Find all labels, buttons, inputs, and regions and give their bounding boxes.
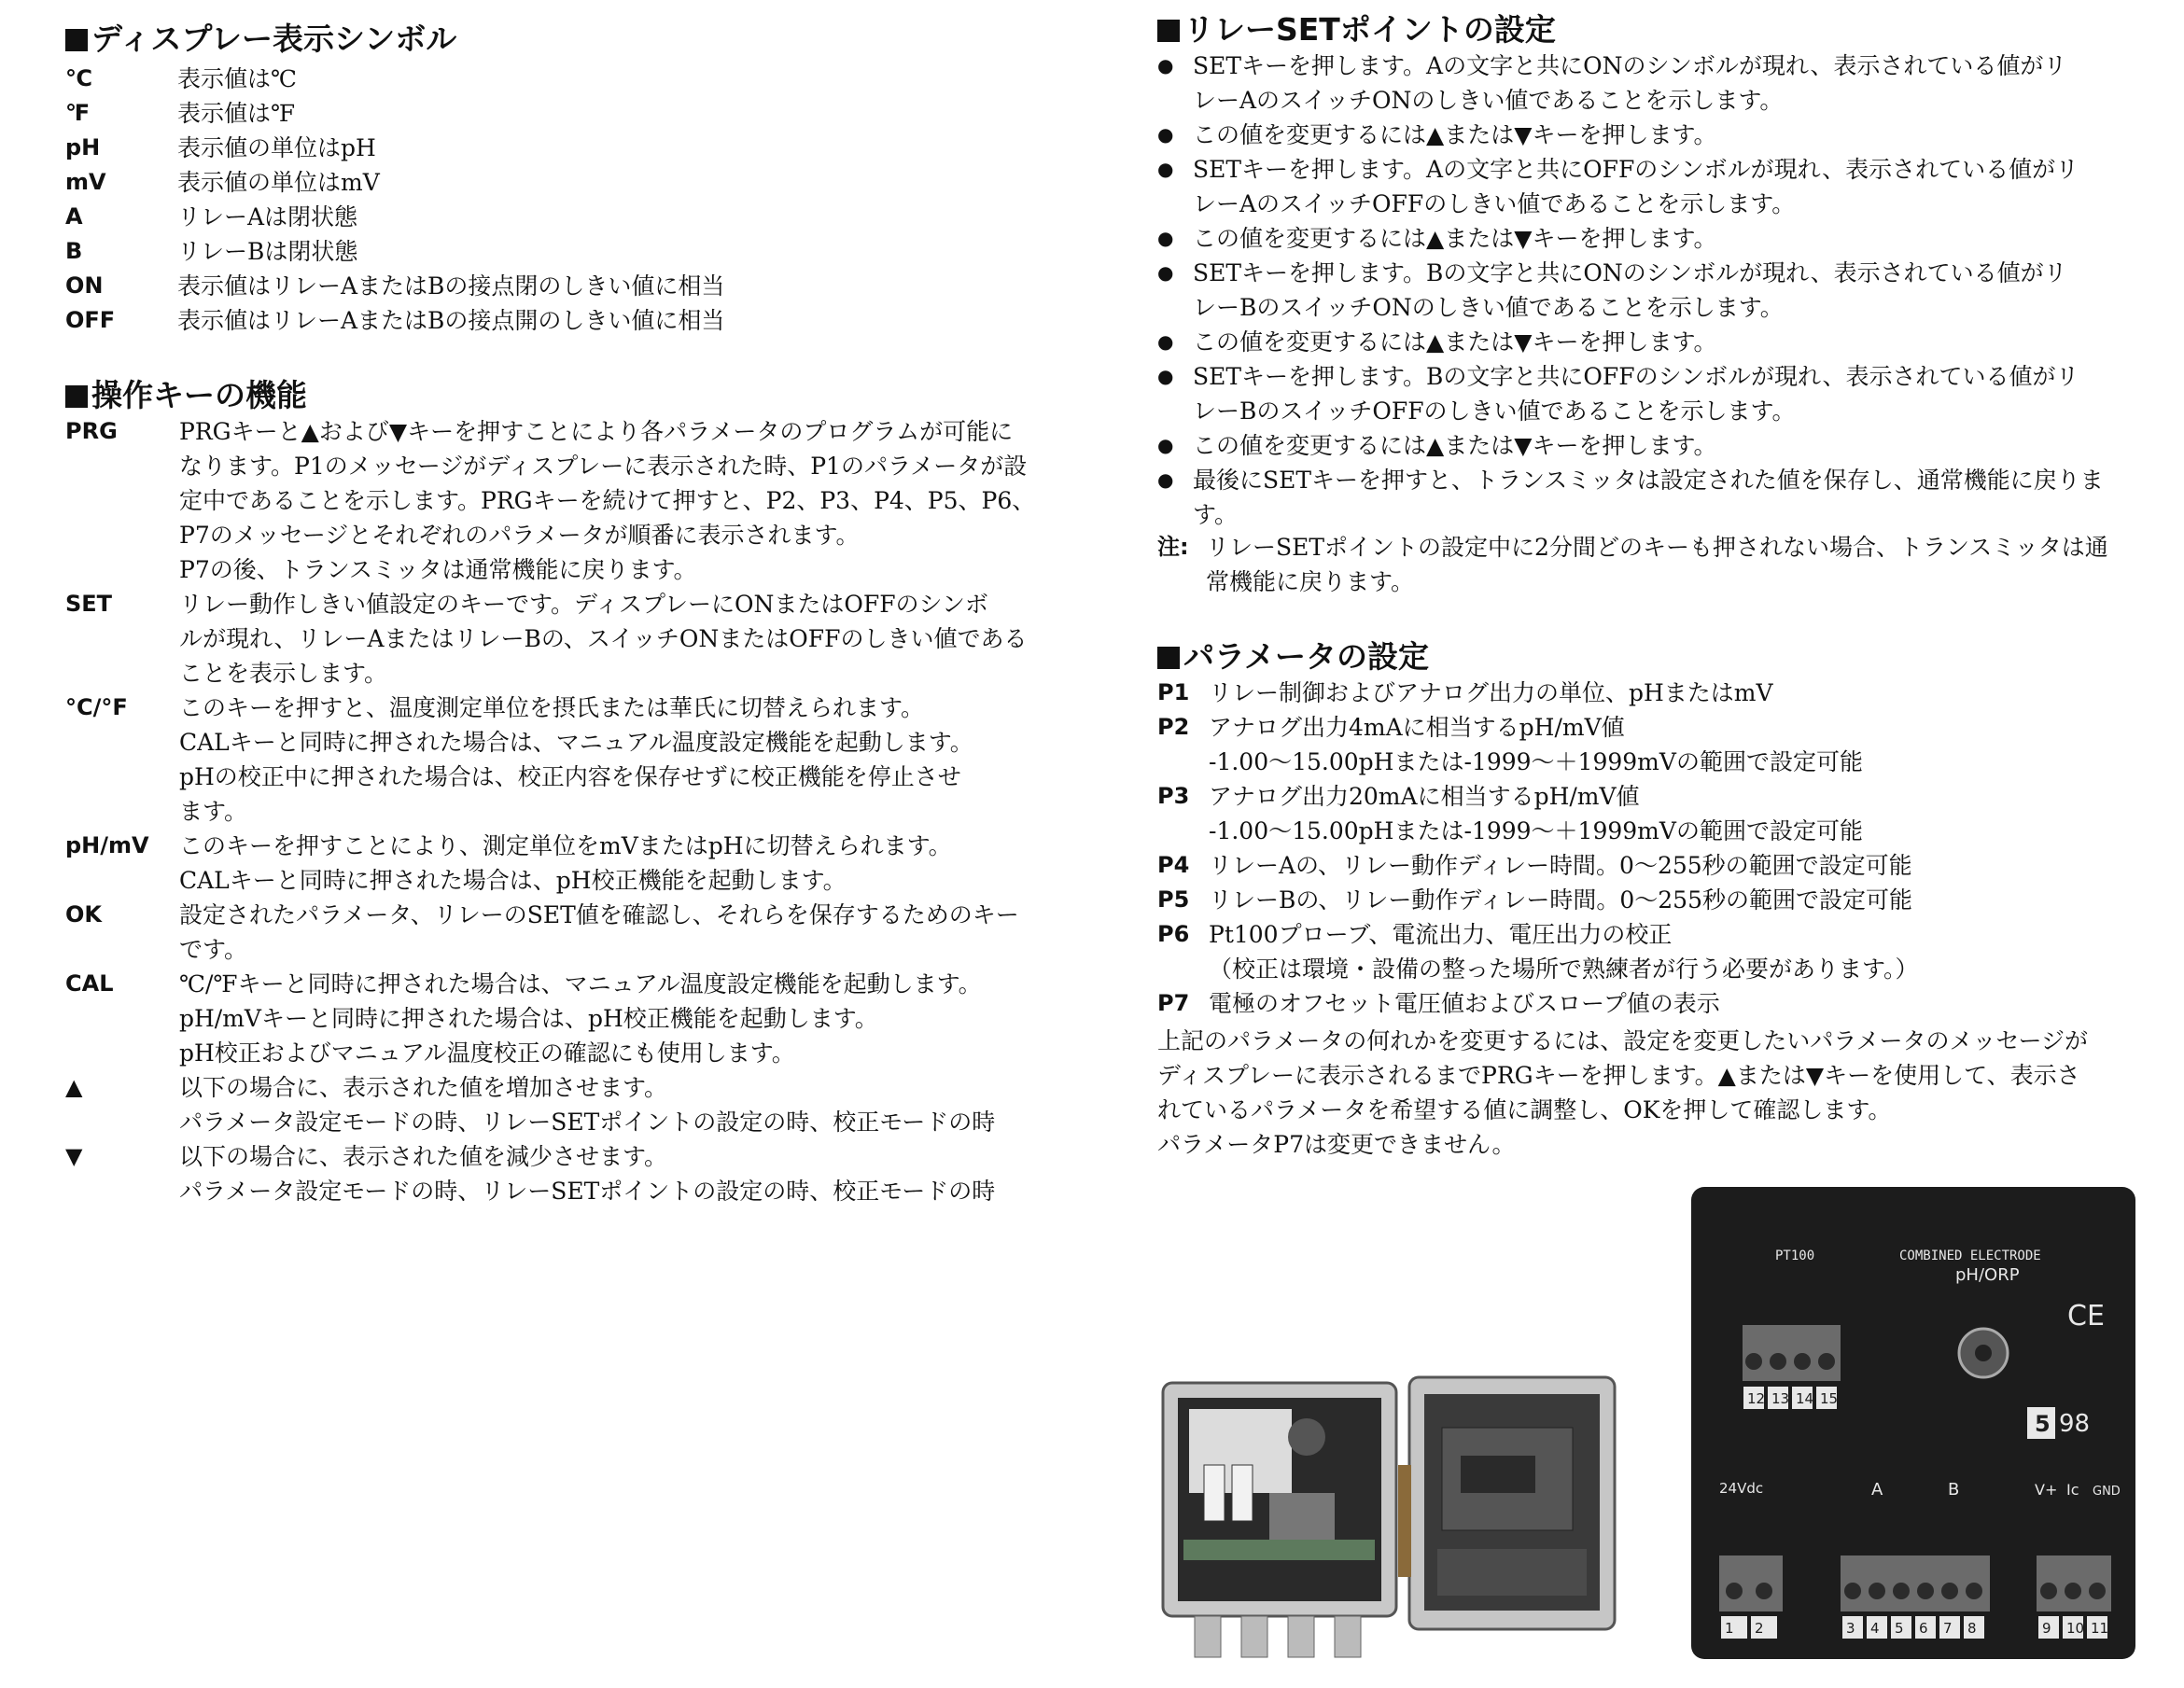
key-row — [65, 898, 1045, 967]
params-title — [1157, 638, 1429, 676]
bullet-icon: ● — [1157, 434, 1174, 456]
bullet-icon: ● — [1157, 227, 1174, 249]
symbol-desc: リレーAは閉状態 — [177, 203, 358, 230]
param-row — [1157, 779, 2137, 848]
relay-step-text: この値を変更するには▲または▼キーを押します。 — [1193, 432, 1717, 459]
output-gnd-label: GND — [2093, 1485, 2121, 1499]
relay-step — [1157, 463, 2137, 532]
display-symbols-list — [65, 62, 1045, 338]
param-desc: 電極のオフセット電圧値およびスロープ値の表示 — [1209, 990, 1720, 1017]
symbol-name: ℉ — [65, 100, 91, 126]
key-desc: PRGキーと▲および▼キーを押すことにより各パラメータのプログラムが可能に なります。P1のメッセージがディスプレーに表示された時、P1のパラメータが設 定中であることを示します。PRGキーを続けて押すと、P2、P3、P4、P5、P6、 P7のメッセージとそれぞれのパラメータが順番に表示されます。 P7の後、トランスミッタは通常機能に戻ります。 — [179, 418, 1036, 583]
bnc-connector-center-icon — [1975, 1345, 1992, 1361]
bullet-icon: ● — [1157, 158, 1174, 180]
terminal-number: 2 — [1755, 1620, 1764, 1637]
param-row — [1157, 848, 2137, 883]
param-desc: Pt100プローブ、電流出力、電圧出力の校正 （校正は環境・設備の整った場所で熟練者が行う必要があります。） — [1209, 921, 1919, 983]
terminal-screw-icon — [1869, 1583, 1885, 1599]
terminal-screw-icon — [1917, 1583, 1934, 1599]
key-name: °C/°F — [65, 694, 128, 720]
keys-title — [65, 377, 307, 414]
terminal-screw-icon — [1893, 1583, 1910, 1599]
relay-step-text: SETキーを押します。Aの文字と共にOFFのシンボルが現れ、表示されている値がリ レーAのスイッチOFFのしきい値であることを示します。 — [1193, 156, 2079, 217]
key-row — [65, 691, 1045, 829]
symbol-desc: 表示値はリレーAまたはBの接点開のしきい値に相当 — [177, 307, 725, 334]
symbol-name: ℃ — [65, 65, 93, 91]
params-title-text: パラメータの設定 — [1183, 638, 1430, 675]
relay-step-text: SETキーを押します。Aの文字と共にONのシンボルが現れ、表示されている値がリ レーAのスイッチONのしきい値であることを示します。 — [1193, 52, 2067, 114]
param-row — [1157, 883, 2137, 917]
symbol-row — [65, 96, 1045, 131]
param-row — [1157, 676, 2137, 710]
model-digit: 5 — [2035, 1411, 2051, 1437]
ce-mark: CE — [2067, 1300, 2105, 1332]
param-key: P3 — [1157, 783, 1190, 809]
terminal-screw-icon — [2065, 1583, 2081, 1599]
open-enclosure-photo — [1157, 1372, 1624, 1667]
param-key: P1 — [1157, 679, 1190, 705]
terminal-number: 4 — [1870, 1620, 1880, 1637]
note-text: リレーSETポイントの設定中に2分間どのキーも押されない場合、トランスミッタは通 常機能に戻ります。 — [1206, 534, 2108, 595]
param-desc: リレーBの、リレー動作ディレー時間。0〜255秒の範囲で設定可能 — [1209, 886, 1912, 914]
relay-b-label: B — [1948, 1480, 1960, 1500]
key-name: SET — [65, 591, 113, 617]
relay-step — [1157, 428, 2137, 463]
terminal-number: 13 — [1771, 1390, 1790, 1407]
key-row — [65, 414, 1045, 587]
key-row — [65, 1070, 1045, 1139]
terminal-number: 3 — [1846, 1620, 1855, 1637]
power-terminal-block — [1719, 1555, 1783, 1611]
bullet-icon: ● — [1157, 330, 1174, 353]
bullet-icon: ● — [1157, 261, 1174, 284]
relay-step-text: この値を変更するには▲または▼キーを押します。 — [1193, 121, 1717, 148]
output-ic-label: Ic — [2066, 1481, 2079, 1499]
params-list — [1157, 676, 2137, 1021]
relay-step — [1157, 152, 2137, 221]
key-desc: このキーを押すと、温度測定単位を摂氏または華氏に切替えられます。 CALキーと同時に押された場合は、マニュアル温度設定機能を起動します。 pHの校正中に押された場合は、校正内容を保存せずに校正機能を停止させ ます。 — [179, 694, 973, 825]
symbol-row — [65, 234, 1045, 269]
relay-a-label: A — [1871, 1480, 1883, 1500]
symbol-row — [65, 200, 1045, 234]
terminal-screw-icon — [1745, 1353, 1762, 1370]
terminal-screw-icon — [1941, 1583, 1958, 1599]
bullet-icon: ● — [1157, 123, 1174, 146]
relay-step-text: 最後にSETキーを押すと、トランスミッタは設定された値を保存し、通常機能に戻りま す。 — [1193, 467, 2104, 528]
symbol-name: OFF — [65, 307, 116, 333]
param-row — [1157, 986, 2137, 1021]
terminal-number: 12 — [1747, 1390, 1766, 1407]
key-name: PRG — [65, 418, 118, 444]
symbol-desc: リレーBは閉状態 — [177, 238, 358, 265]
terminal-screw-icon — [2089, 1583, 2106, 1599]
symbol-row — [65, 62, 1045, 96]
key-name: pH/mV — [65, 832, 149, 858]
param-desc: リレーAの、リレー動作ディレー時間。0〜255秒の範囲で設定可能 — [1209, 852, 1912, 879]
relay-step — [1157, 256, 2137, 325]
terminal-number: 6 — [1919, 1620, 1928, 1637]
key-desc: ℃/℉キーと同時に押された場合は、マニュアル温度設定機能を起動します。 pH/mVキーと同時に押された場合は、pH校正機能を起動します。 pH校正およびマニュアル温度校正の確認にも使用します。 — [179, 970, 982, 1067]
terminal-number: 15 — [1820, 1390, 1839, 1407]
terminal-screw-icon — [2040, 1583, 2057, 1599]
relay-step — [1157, 221, 2137, 256]
keys-title-text: 操作キーの機能 — [91, 377, 307, 413]
relay-step — [1157, 325, 2137, 359]
square-bullet-icon — [1157, 20, 1180, 42]
relay-step-text: この値を変更するには▲または▼キーを押します。 — [1193, 328, 1717, 356]
electrode-label: COMBINED ELECTRODE — [1899, 1249, 2041, 1263]
symbol-row — [65, 131, 1045, 165]
relay-note — [1157, 530, 2137, 599]
terminal-screw-icon — [1726, 1583, 1743, 1599]
terminal-number: 10 — [2066, 1620, 2085, 1637]
key-desc: 以下の場合に、表示された値を増加させます。 パラメータ設定モードの時、リレーSETポイントの設定の時、校正モードの時 — [179, 1074, 996, 1136]
key-name: ▼ — [65, 1143, 83, 1169]
param-row — [1157, 917, 2137, 986]
key-desc: 設定されたパラメータ、リレーのSET値を確認し、それらを保存するためのキー です。 — [179, 901, 1019, 963]
terminal-number: 7 — [1943, 1620, 1953, 1637]
bullet-icon: ● — [1157, 54, 1174, 77]
symbol-name: mV — [65, 169, 106, 195]
display-symbols-title — [65, 21, 456, 58]
symbol-name: pH — [65, 134, 101, 160]
key-desc: このキーを押すことにより、測定単位をmVまたはpHに切替えられます。 CALキーと同時に押された場合は、pH校正機能を起動します。 — [179, 832, 952, 894]
ph-orp-label: pH/ORP — [1955, 1265, 2020, 1285]
key-row — [65, 829, 1045, 898]
square-bullet-icon — [65, 29, 88, 51]
param-key: P7 — [1157, 990, 1190, 1016]
param-key: P2 — [1157, 714, 1190, 740]
key-row — [65, 1139, 1045, 1208]
keys-list — [65, 414, 1045, 1208]
symbol-name: B — [65, 238, 83, 264]
relay-step — [1157, 118, 2137, 152]
terminal-screw-icon — [1966, 1583, 1982, 1599]
relay-steps-list — [1157, 49, 2137, 532]
terminal-panel-photo — [1691, 1187, 2135, 1659]
terminal-screw-icon — [1756, 1583, 1772, 1599]
terminal-number: 9 — [2042, 1620, 2051, 1637]
key-row — [65, 967, 1045, 1070]
param-key: P4 — [1157, 852, 1190, 878]
key-row — [65, 587, 1045, 691]
model-number: 98 — [2059, 1410, 2091, 1438]
terminal-screw-icon — [1794, 1353, 1811, 1370]
symbol-row — [65, 165, 1045, 200]
terminal-number: 1 — [1725, 1620, 1734, 1637]
key-name: CAL — [65, 970, 114, 997]
relay-step — [1157, 49, 2137, 118]
display-symbols-title-text: ディスプレー表示シンボル — [91, 21, 457, 57]
symbol-desc: 表示値は℉ — [177, 100, 296, 127]
key-desc: リレー動作しきい値設定のキーです。ディスプレーにONまたはOFFのシンボ ルが現れ、リレーAまたはリレーBの、スイッチONまたはOFFのしきい値である ことを表示します。 — [179, 591, 1028, 687]
param-desc: リレー制御およびアナログ出力の単位、pHまたはmV — [1209, 679, 1773, 706]
pt100-terminal-block — [1743, 1325, 1841, 1381]
symbol-desc: 表示値の単位はpH — [177, 134, 376, 161]
note-label: 注: — [1157, 534, 1189, 560]
square-bullet-icon — [65, 385, 88, 408]
terminal-number: 8 — [1967, 1620, 1977, 1637]
terminal-number: 11 — [2091, 1620, 2109, 1637]
terminal-screw-icon — [1770, 1353, 1786, 1370]
symbol-row — [65, 269, 1045, 303]
relay-step — [1157, 359, 2137, 428]
param-desc: アナログ出力4mAに相当するpH/mV値 -1.00〜15.00pHまたは-1999〜＋1999mVの範囲で設定可能 — [1209, 714, 1863, 775]
symbol-name: ON — [65, 272, 104, 299]
key-desc: 以下の場合に、表示された値を減少させます。 パラメータ設定モードの時、リレーSETポイントの設定の時、校正モードの時 — [179, 1143, 996, 1205]
symbol-desc: 表示値は℃ — [177, 65, 297, 92]
param-key: P5 — [1157, 886, 1190, 913]
output-v-label: V+ — [2035, 1481, 2058, 1499]
bullet-icon: ● — [1157, 468, 1174, 491]
params-paragraph: 上記のパラメータの何れかを変更するには、設定を変更したいパラメータのメッセージが ディスプレーに表示されるまでPRGキーを押します。▲または▼キーを使用して、表示さ れているパラメータを希望する値に調整し、OKを押して確認します。 パラメータP7は変更できません。 — [1157, 1027, 2089, 1158]
power-label: 24Vdc — [1719, 1480, 1764, 1497]
symbol-name: A — [65, 203, 83, 230]
param-row — [1157, 710, 2137, 779]
key-name: OK — [65, 901, 102, 928]
relay-step-text: SETキーを押します。Bの文字と共にONのシンボルが現れ、表示されている値がリ レーBのスイッチONのしきい値であることを示します。 — [1193, 259, 2067, 321]
pt100-label: PT100 — [1775, 1249, 1815, 1263]
relay-step-text: SETキーを押します。Bの文字と共にOFFのシンボルが現れ、表示されている値がリ レーBのスイッチOFFのしきい値であることを示します。 — [1193, 363, 2079, 425]
bullet-icon: ● — [1157, 365, 1174, 387]
square-bullet-icon — [1157, 647, 1180, 669]
relay-terminal-block — [1841, 1555, 1990, 1611]
terminal-number: 5 — [1895, 1620, 1904, 1637]
relay-step-text: この値を変更するには▲または▼キーを押します。 — [1193, 225, 1717, 252]
symbol-desc: 表示値の単位はmV — [177, 169, 380, 196]
relay-title-text: リレーSETポイントの設定 — [1183, 11, 1556, 48]
param-desc: アナログ出力20mAに相当するpH/mV値 -1.00〜15.00pHまたは-1999〜＋1999mVの範囲で設定可能 — [1209, 783, 1863, 844]
terminal-screw-icon — [1818, 1353, 1835, 1370]
terminal-number: 14 — [1796, 1390, 1814, 1407]
relay-title — [1157, 11, 1556, 49]
symbol-desc: 表示値はリレーAまたはBの接点閉のしきい値に相当 — [177, 272, 725, 300]
param-key: P6 — [1157, 921, 1190, 947]
terminal-screw-icon — [1844, 1583, 1861, 1599]
symbol-row — [65, 303, 1045, 338]
key-name: ▲ — [65, 1074, 83, 1100]
